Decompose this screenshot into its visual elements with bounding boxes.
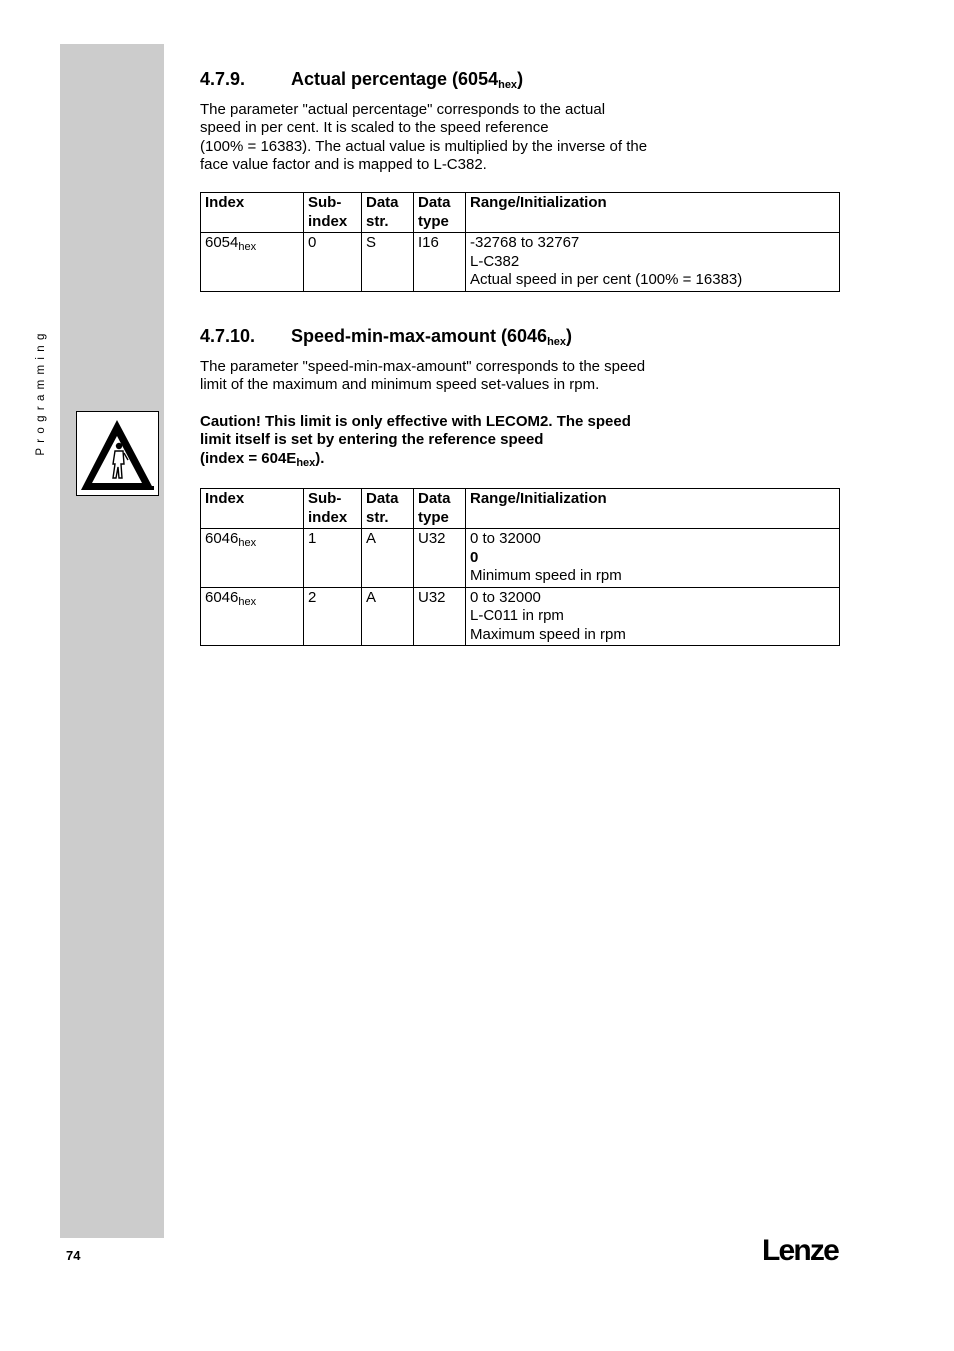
- header-subindex: Sub- index: [304, 489, 362, 529]
- cell-data-str: S: [362, 233, 414, 292]
- section1-paragraph: The parameter "actual percentage" corresponds to the actual speed in per cent. It is scaled to the speed reference (100% = 16383). The actual value is multiplied by the inverse of the face value factor and is mapped to L-C382.: [200, 101, 648, 173]
- table-header-row: [201, 193, 840, 233]
- page-number: 74: [66, 1248, 81, 1263]
- cell-index: $6046_{hex}$: [201, 529, 304, 588]
- warning-triangle-icon: [80, 418, 156, 492]
- lenze-logo: Lenze: [762, 1234, 839, 1267]
- cell-range: -32768 to 32767 L-C382 Actual speed in per cent (100% = 16383): [466, 233, 840, 292]
- table-row: [201, 233, 840, 292]
- header-data-str: Data str.: [362, 489, 414, 529]
- chapter-label: Programming: [35, 328, 47, 456]
- header-index: Index: [201, 489, 304, 529]
- header-subindex: Sub- index: [304, 193, 362, 233]
- header-range: Range/Initialization: [466, 193, 840, 233]
- caution-note: Caution! This limit is only effective with LECOM2. The speed limit itself is set by entering the reference speed (index = $604E_{hex}$).: [200, 413, 631, 469]
- cell-range: 0 to 32000 L-C011 in rpm Maximum speed in rpm: [466, 587, 840, 646]
- cell-index: $6054_{hex}$: [201, 233, 304, 292]
- cell-data-type: U32: [414, 587, 466, 646]
- cell-data-type: I16: [414, 233, 466, 292]
- header-range: Range/Initialization: [466, 489, 840, 529]
- table-header-row: [201, 489, 840, 529]
- cell-range: 0 to 32000 0 Minimum speed in rpm: [466, 529, 840, 588]
- cell-subindex: 2: [304, 587, 362, 646]
- cell-index: $6046_{hex}$: [201, 587, 304, 646]
- parameter-table-6054: [200, 192, 840, 292]
- parameter-table-6046: [200, 488, 840, 646]
- cell-subindex: 1: [304, 529, 362, 588]
- section2-paragraph: The parameter "speed-min-max-amount" corresponds to the speed limit of the maximum and minimum speed set-values in rpm.: [200, 358, 646, 394]
- section-heading-actual-percentage: 4.7.9. Actual percentage $(6054_{hex})$: [200, 69, 524, 91]
- header-index: Index: [201, 193, 304, 233]
- cell-data-str: A: [362, 587, 414, 646]
- cell-data-type: U32: [414, 529, 466, 588]
- table-row: [201, 529, 840, 588]
- header-data-str: Data str.: [362, 193, 414, 233]
- section-heading-speed-min-max: 4.7.10. Speed-min-max-amount $(6046_{hex})$: [200, 326, 573, 348]
- cell-data-str: A: [362, 529, 414, 588]
- sidebar-band: [60, 44, 164, 1238]
- table-row: [201, 587, 840, 646]
- header-data-type: Data type: [414, 193, 466, 233]
- header-data-type: Data type: [414, 489, 466, 529]
- cell-subindex: 0: [304, 233, 362, 292]
- warning-box: [76, 411, 159, 496]
